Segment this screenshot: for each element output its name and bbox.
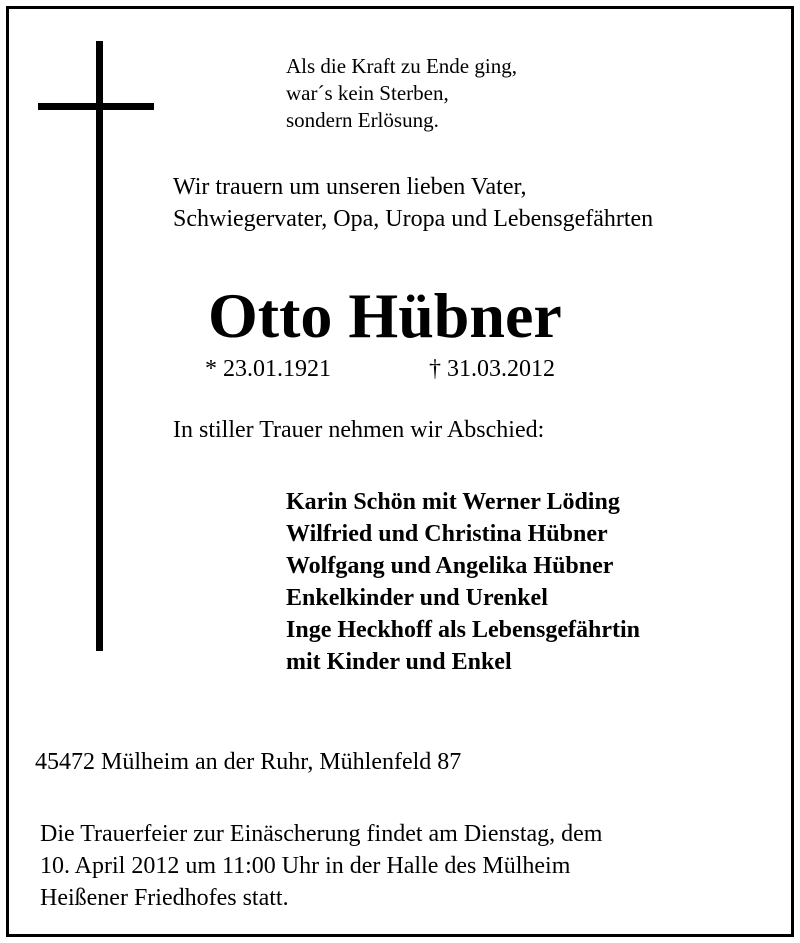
mourner-line: Inge Heckhoff als Lebensgefährtin — [286, 617, 640, 643]
ceremony-line: 10. April 2012 um 11:00 Uhr in der Halle des Mülheim — [40, 853, 571, 879]
obituary-notice — [6, 6, 794, 937]
intro-line: Schwiegervater, Opa, Uropa und Lebensgefährten — [173, 206, 654, 232]
verse-line: Als die Kraft zu Ende ging, — [286, 54, 517, 78]
mourner-line: mit Kinder und Enkel — [286, 649, 512, 675]
ceremony-line: Heißener Friedhofes statt. — [40, 885, 289, 911]
cross-icon-crossbar — [38, 103, 154, 110]
farewell-line: In stiller Trauer nehmen wir Abschied: — [173, 417, 545, 443]
mourner-line: Wilfried und Christina Hübner — [286, 521, 608, 547]
ceremony-line: Die Trauerfeier zur Einäscherung findet am Dienstag, dem — [40, 821, 603, 847]
deceased-name: Otto Hübner — [208, 280, 562, 351]
verse-line: sondern Erlösung. — [286, 108, 439, 132]
intro-line: Wir trauern um unseren lieben Vater, — [173, 174, 527, 200]
mourner-line: Karin Schön mit Werner Löding — [286, 489, 620, 515]
verse-line: war´s kein Sterben, — [286, 81, 449, 105]
mourner-line: Enkelkinder und Urenkel — [286, 585, 548, 611]
address-line: 45472 Mülheim an der Ruhr, Mühlenfeld 87 — [35, 749, 462, 775]
mourner-line: Wolfgang und Angelika Hübner — [286, 553, 614, 579]
death-date: † 31.03.2012 — [429, 356, 555, 382]
cross-icon — [96, 41, 103, 651]
birth-date: * 23.01.1921 — [205, 356, 331, 382]
